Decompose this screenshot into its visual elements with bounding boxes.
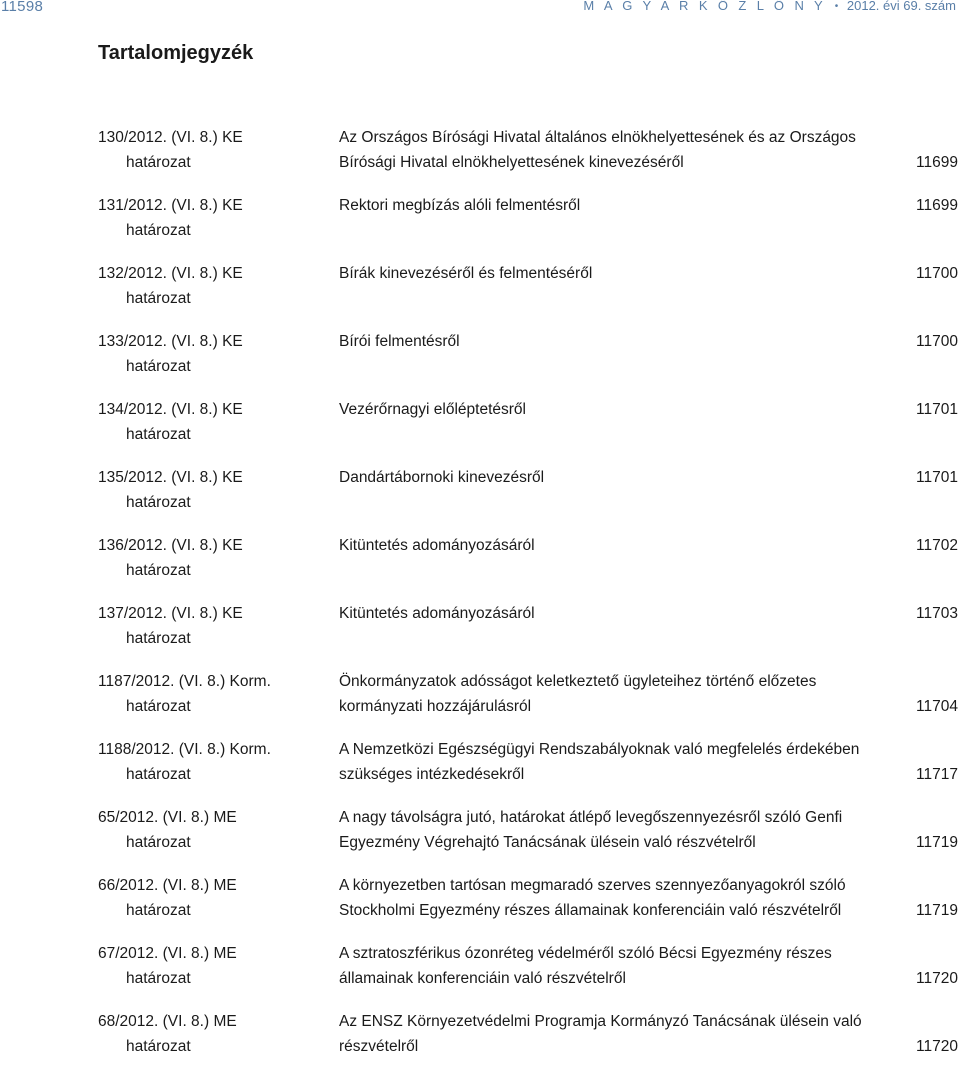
toc-entry[interactable] bbox=[0, 873, 960, 941]
toc-entry[interactable] bbox=[0, 261, 960, 329]
entry-title: Dandártábornoki kinevezésről bbox=[339, 469, 545, 486]
toc-entry[interactable] bbox=[0, 533, 960, 601]
entry-page-number: 11701 bbox=[916, 469, 958, 486]
entry-ref-type: határozat bbox=[126, 630, 191, 647]
entry-title: Kitüntetés adományozásáról bbox=[339, 537, 535, 554]
entry-ref-type: határozat bbox=[126, 426, 191, 443]
entry-title: Rektori megbízás alóli felmentésről bbox=[339, 197, 581, 214]
entry-ref-id: 66/2012. (VI. 8.) ME bbox=[98, 877, 237, 894]
entry-ref-type: határozat bbox=[126, 698, 191, 715]
entry-page-number: 11719 bbox=[916, 834, 958, 851]
entry-ref-id: 130/2012. (VI. 8.) KE bbox=[98, 129, 243, 146]
journal-name: M A G Y A R K Ö Z L Ö N Y bbox=[583, 0, 827, 13]
toc-list bbox=[0, 125, 960, 1077]
entry-ref-type: határozat bbox=[126, 154, 191, 171]
toc-entry[interactable] bbox=[0, 125, 960, 193]
entry-page-number: 11700 bbox=[916, 265, 958, 282]
entry-page-number: 11701 bbox=[916, 401, 958, 418]
entry-ref-type: határozat bbox=[126, 222, 191, 239]
entry-title: Bírák kinevezéséről és felmentéséről bbox=[339, 265, 593, 282]
toc-entry[interactable] bbox=[0, 465, 960, 533]
entry-ref-id: 68/2012. (VI. 8.) ME bbox=[98, 1013, 237, 1030]
entry-reference bbox=[98, 873, 298, 923]
entry-reference bbox=[98, 533, 298, 583]
toc-entry[interactable] bbox=[0, 941, 960, 1009]
entry-page-number: 11704 bbox=[916, 698, 958, 715]
entry-title: A sztratoszférikus ózonréteg védelméről szóló Bécsi Egyezmény részes államainak konferenciáin való részvételről bbox=[339, 945, 832, 987]
toc-entry[interactable] bbox=[0, 805, 960, 873]
toc-title: Tartalomjegyzék bbox=[98, 42, 254, 64]
entry-ref-type: határozat bbox=[126, 494, 191, 511]
entry-ref-type: határozat bbox=[126, 290, 191, 307]
entry-page-number: 11700 bbox=[916, 333, 958, 350]
entry-ref-id: 135/2012. (VI. 8.) KE bbox=[98, 469, 243, 486]
entry-ref-type: határozat bbox=[126, 834, 191, 851]
entry-title: Bírói felmentésről bbox=[339, 333, 460, 350]
entry-ref-id: 1187/2012. (VI. 8.) Korm. bbox=[98, 673, 271, 690]
entry-ref-id: 136/2012. (VI. 8.) KE bbox=[98, 537, 243, 554]
entry-reference bbox=[98, 669, 298, 719]
entry-title: A Nemzetközi Egészségügyi Rendszabályoknak való megfelelés érdekében szükséges intézkedésekről bbox=[339, 741, 860, 783]
page-number: 11598 bbox=[1, 0, 44, 15]
entry-page-number: 11703 bbox=[916, 605, 958, 622]
toc-entry[interactable] bbox=[0, 737, 960, 805]
entry-page-number: 11717 bbox=[916, 766, 958, 783]
entry-ref-type: határozat bbox=[126, 562, 191, 579]
entry-page-number: 11699 bbox=[916, 154, 958, 171]
toc-entry[interactable] bbox=[0, 329, 960, 397]
page-header bbox=[0, 0, 960, 20]
entry-title: Az Országos Bírósági Hivatal általános elnökhelyettesének és az Országos Bírósági Hivatal elnökhelyettesének kinevezéséről bbox=[339, 129, 856, 171]
entry-reference bbox=[98, 329, 298, 379]
entry-page-number: 11720 bbox=[916, 970, 958, 987]
entry-title: Kitüntetés adományozásáról bbox=[339, 605, 535, 622]
entry-page-number: 11699 bbox=[916, 197, 958, 214]
entry-reference bbox=[98, 261, 298, 311]
entry-title: A nagy távolságra jutó, határokat átlépő levegőszennyezésről szóló Genfi Egyezmény Végrehajtó Tanácsának ülésein való részvételről bbox=[339, 809, 843, 851]
toc-entry[interactable] bbox=[0, 193, 960, 261]
entry-ref-type: határozat bbox=[126, 358, 191, 375]
entry-reference bbox=[98, 737, 298, 787]
entry-title: Önkormányzatok adósságot keletkeztető ügyleteihez történő előzetes kormányzati hozzájárulásról bbox=[339, 673, 817, 715]
entry-ref-type: határozat bbox=[126, 766, 191, 783]
entry-reference bbox=[98, 941, 298, 991]
entry-ref-id: 133/2012. (VI. 8.) KE bbox=[98, 333, 243, 350]
entry-ref-id: 1188/2012. (VI. 8.) Korm. bbox=[98, 741, 271, 758]
entry-ref-type: határozat bbox=[126, 970, 191, 987]
entry-title: Az ENSZ Környezetvédelmi Programja Kormányzó Tanácsának ülésein való részvételről bbox=[339, 1013, 862, 1055]
entry-ref-id: 134/2012. (VI. 8.) KE bbox=[98, 401, 243, 418]
entry-reference bbox=[98, 1009, 298, 1059]
bullet-separator: • bbox=[834, 1, 839, 12]
entry-reference bbox=[98, 805, 298, 855]
toc-entry[interactable] bbox=[0, 1009, 960, 1077]
entry-reference bbox=[98, 125, 298, 175]
entry-ref-type: határozat bbox=[126, 1038, 191, 1055]
entry-ref-type: határozat bbox=[126, 902, 191, 919]
entry-ref-id: 137/2012. (VI. 8.) KE bbox=[98, 605, 243, 622]
entry-page-number: 11720 bbox=[916, 1038, 958, 1055]
entry-ref-id: 131/2012. (VI. 8.) KE bbox=[98, 197, 243, 214]
entry-reference bbox=[98, 465, 298, 515]
issue-label: 2012. évi 69. szám bbox=[846, 0, 956, 13]
entry-reference bbox=[98, 193, 298, 243]
entry-reference bbox=[98, 397, 298, 447]
journal-line bbox=[583, 0, 956, 13]
entry-reference bbox=[98, 601, 298, 651]
entry-ref-id: 67/2012. (VI. 8.) ME bbox=[98, 945, 237, 962]
entry-page-number: 11719 bbox=[916, 902, 958, 919]
entry-title: Vezérőrnagyi előléptetésről bbox=[339, 401, 526, 418]
entry-ref-id: 132/2012. (VI. 8.) KE bbox=[98, 265, 243, 282]
entry-title: A környezetben tartósan megmaradó szerves szennyezőanyagokról szóló Stockholmi Egyezmény részes államainak konferenciáin való részvételről bbox=[339, 877, 846, 919]
entry-page-number: 11702 bbox=[916, 537, 958, 554]
toc-entry[interactable] bbox=[0, 601, 960, 669]
entry-ref-id: 65/2012. (VI. 8.) ME bbox=[98, 809, 237, 826]
toc-entry[interactable] bbox=[0, 669, 960, 737]
toc-entry[interactable] bbox=[0, 397, 960, 465]
